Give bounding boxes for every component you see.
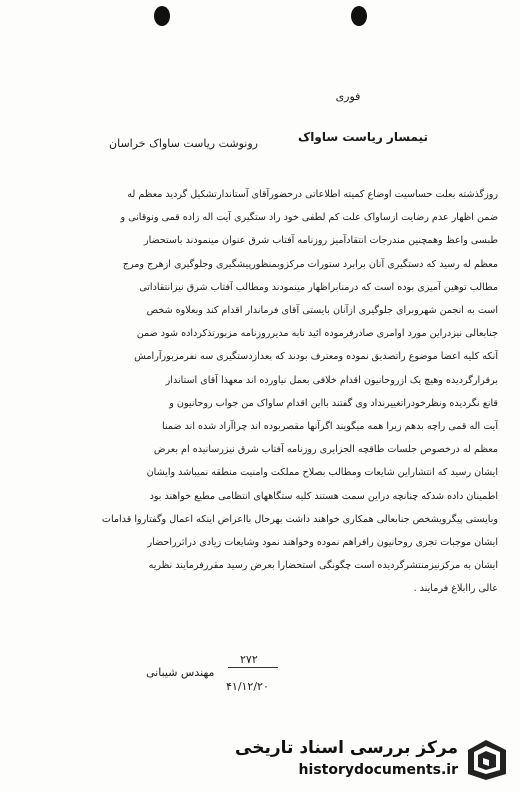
body-line: مطالب توهین آمیزی بوده است که درمنابراظهار مینمودند ومطالب آفتاب شرق نیزانتقاداتی: [139, 281, 498, 293]
letter-body: [30, 183, 498, 601]
body-line: قانع نگردیده ونظرخودراتغییرنداد وی گفتند بااین اقدام ساواک من جواب روحانیون و: [169, 397, 498, 409]
body-line: ضمن اظهار عدم رضایت ازساواک علت کم لطفی خود راد ستگیری آیت اله زاده قمی ونوقانی و: [120, 212, 498, 224]
signature-underline: [228, 667, 278, 668]
body-line: طبسی واعظ وهمچنین مندرجات انتقادآمیز روزنامه آفتاب شرق عنوان مینمودند باستحضار: [143, 235, 498, 247]
body-line: عالی راابلاغ فرمایند .: [413, 583, 498, 595]
urgency-label: فوری: [335, 90, 361, 103]
watermark-title: مرکز بررسی اسناد تاریخی: [235, 738, 458, 758]
body-line: جنابعالی نیزدراین مورد اوامری صادرفرموده ائید تابه مدیرروزنامه مزبورتذکرداده شود ضمن: [136, 328, 498, 340]
body-line: آیت اله قمی راچه بدهم زیرا همه میگویند اگرآنها مقصربوده اند چراآزاد شده اند ضمنا: [162, 421, 498, 433]
signer-name: مهندس شیبانی: [146, 666, 215, 679]
signature-number: ۲۷۲: [240, 653, 258, 666]
body-line: است به انجمن شهروبرای جلوگیری ازآنان بایستی آقای فرماندار اقدام کند وبعلاوه شخص: [146, 305, 498, 317]
body-line: اطمینان داده شدکه چنانچه دراین سمت هستند کلیه ستگاههای انتظامی مطیع خواهند بود: [149, 490, 498, 502]
body-line: معظم له رسید که دستگیری آنان برابرد ستورات مرکزوبمنظورپیشگیری وجلوگیری ازهرج ومرج: [122, 258, 498, 270]
watermark: [235, 734, 510, 784]
body-line: ایشان رسید که انتشاراین شایعات ومطالب بصلاح مملکت وامنیت منطقه نمیباشد وایشان: [146, 467, 498, 479]
archive-emblem-icon: [464, 736, 510, 782]
punch-hole-right: [351, 6, 367, 26]
recipient-line: تیمسار ریاست ساواک: [297, 130, 428, 144]
body-line: آنکه کلیه اعضا موضوع راتصدیق نموده ومعترف بودند که بعدازدستگیری سه نفرمزبورآرامش: [134, 351, 498, 363]
body-line: روزگذشته بعلت حساسیت اوضاع کمیته اطلاعاتی درحضورآقای آستاندارتشکیل گردید معظم له: [127, 189, 498, 200]
body-line: برقرارگردیده وهیچ یک ازروحانیون اقدام خلافی بعمل نیاورده اند معهذا آقای استاندار: [165, 374, 498, 386]
body-line: ایشان به مرکزنیزمنتشرگردیده است چگونگی استحضارا بعرض رسید مقررفرمایند نظریه: [148, 560, 498, 572]
body-line: وبایستی پیگرویشخص جنابعالی همکاری خواهند داشت بهرحال بااعراض اینکه اعمال وگفتاروا قدامات: [101, 513, 498, 525]
body-line: ایشان موجبات تجری روحانیون رافراهم نموده وخواهند نمود وشایعات زیادی دراثرراحضار: [147, 537, 498, 549]
copy-to-line: رونوشت ریاست ساواک خراسان: [109, 137, 258, 150]
punch-hole-left: [154, 6, 170, 26]
signature-date: ۴۱/۱۲/۲۰: [226, 680, 269, 693]
watermark-url: historydocuments.ir: [298, 762, 458, 778]
body-line: معظم له درخصوص جلسات طاقچه الجزایری روزنامه آفتاب شرق نیزرسانیده ام بعرض: [153, 444, 498, 456]
